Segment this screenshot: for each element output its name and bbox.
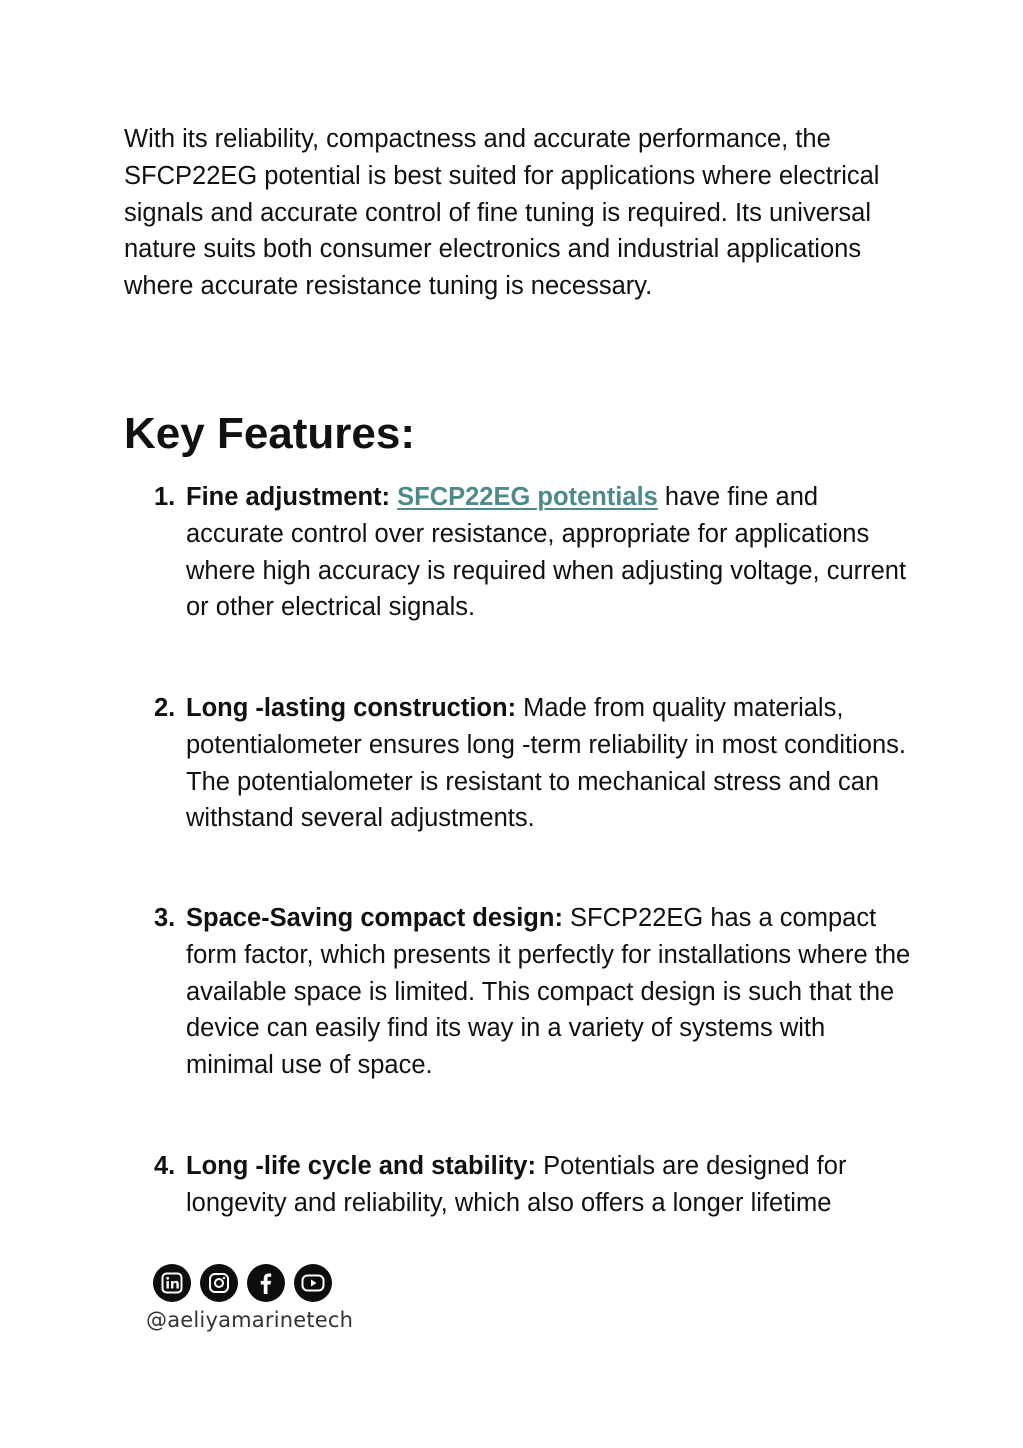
feature-body <box>186 690 914 837</box>
feature-title: Fine adjustment: <box>186 483 391 511</box>
social-icons <box>153 1264 332 1302</box>
feature-item-2 <box>124 690 914 837</box>
youtube-icon[interactable] <box>294 1264 332 1302</box>
feature-item-1 <box>124 479 914 626</box>
feature-text: have fine and accurate control over resistance, appropriate for applications where high accuracy is required when adjusting voltage, current or other electrical signals. <box>186 483 907 622</box>
feature-text: Made from quality materials, potentialometer ensures long -term reliability in most conditions. The potentialometer is resistant to mechanical stress and can withstand several adjustments. <box>186 694 907 833</box>
intro-paragraph: With its reliability, compactness and accurate performance, the SFCP22EG potential is best suited for applications where electrical signals and accurate control of fine tuning is required. Its universal nature suits both consumer electronics and industrial applications where accurate resistance tuning is necessary. <box>124 125 880 301</box>
feature-title: Space-Saving compact design: <box>186 904 563 932</box>
feature-number: 2. <box>154 694 176 722</box>
linkedin-icon[interactable] <box>153 1264 191 1302</box>
feature-text: SFCP22EG has a compact form factor, which presents it perfectly for installations where the available space is limited. This compact design is such that the device can easily find its way in a variety of systems with minimal use of space. <box>186 904 911 1080</box>
feature-number: 3. <box>154 904 176 932</box>
feature-title: Long -life cycle and stability: <box>186 1152 536 1180</box>
facebook-icon[interactable] <box>247 1264 285 1302</box>
feature-body <box>186 1148 914 1222</box>
feature-item-3 <box>124 900 914 1084</box>
feature-text: Potentials are designed for longevity and reliability, which also offers a longer lifetime <box>186 1152 847 1217</box>
instagram-icon[interactable] <box>200 1264 238 1302</box>
feature-body <box>186 900 914 1084</box>
feature-item-4 <box>124 1148 914 1222</box>
section-heading: Key Features: <box>124 409 416 458</box>
feature-body <box>186 479 914 626</box>
feature-number: 4. <box>154 1152 176 1180</box>
social-handle: @aeliyamarinetech <box>146 1308 354 1332</box>
product-link[interactable]: SFCP22EG potentials <box>397 483 658 511</box>
feature-number: 1. <box>154 483 176 511</box>
feature-title: Long -lasting construction: <box>186 694 517 722</box>
